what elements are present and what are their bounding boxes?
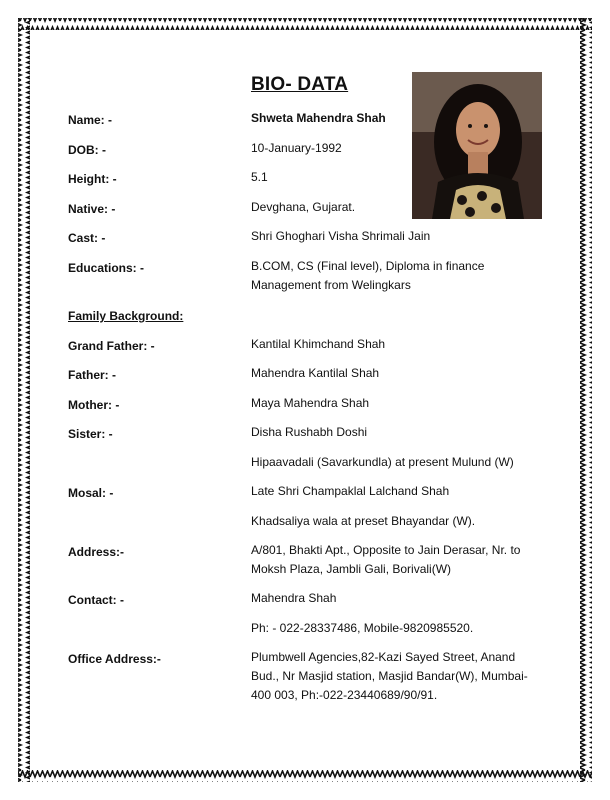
native-value: Devghana, Gujarat. — [251, 200, 356, 214]
mosal-detail: Khadsaliya wala at preset Bhayandar (W). — [251, 514, 476, 528]
address-line-1: A/801, Bhakti Apt., Opposite to Jain Derasar, Nr. to — [251, 543, 521, 557]
sister-value: Disha Rushabh Doshi — [251, 425, 368, 439]
office-address-label: Office Address:- — [68, 652, 161, 666]
education-line-1: B.COM, CS (Final level), Diploma in finance — [251, 259, 485, 273]
height-label: Height: - — [68, 172, 117, 186]
mother-value: Maya Mahendra Shah — [251, 396, 370, 410]
page-title: BIO- DATA — [251, 74, 349, 95]
sister-detail: Hipaavadali (Savarkundla) at present Mulund (W) — [251, 455, 514, 469]
name-value: Shweta Mahendra Shah — [251, 111, 386, 125]
mother-label: Mother: - — [68, 398, 120, 412]
mosal-value: Late Shri Champaklal Lalchand Shah — [251, 484, 450, 498]
address-label: Address:- — [68, 545, 125, 559]
office-address-line-2: Bud., Nr Masjid station, Masjid Bandar(W), Mumbai- — [251, 669, 528, 683]
cast-label: Cast: - — [68, 231, 106, 245]
family-background-heading: Family Background: — [68, 309, 184, 323]
office-address-line-1: Plumbwell Agencies,82-Kazi Sayed Street, Anand — [251, 650, 516, 664]
native-label: Native: - — [68, 202, 116, 216]
grandfather-value: Kantilal Khimchand Shah — [251, 337, 386, 351]
contact-phone: Ph: - 022-28337486, Mobile-9820985520. — [251, 621, 474, 635]
office-address-line-3: 400 003, Ph:-022-23440689/90/91. — [251, 688, 438, 702]
father-label: Father: - — [68, 368, 116, 382]
height-value: 5.1 — [251, 170, 268, 184]
sister-label: Sister: - — [68, 427, 113, 441]
dob-label: DOB: - — [68, 143, 106, 157]
contact-label: Contact: - — [68, 593, 124, 607]
cast-value: Shri Ghoghari Visha Shrimali Jain — [251, 229, 431, 243]
name-label: Name: - — [68, 113, 113, 127]
father-value: Mahendra Kantilal Shah — [251, 366, 380, 380]
contact-name: Mahendra Shah — [251, 591, 337, 605]
grandfather-label: Grand Father: - — [68, 339, 155, 353]
profile-photo — [412, 72, 542, 219]
dob-value: 10-January-1992 — [251, 141, 342, 155]
mosal-label: Mosal: - — [68, 486, 114, 500]
address-line-2: Moksh Plaza, Jambli Gali, Borivali(W) — [251, 562, 452, 576]
education-line-2: Management from Welingkars — [251, 278, 411, 292]
education-label: Educations: - — [68, 261, 145, 275]
